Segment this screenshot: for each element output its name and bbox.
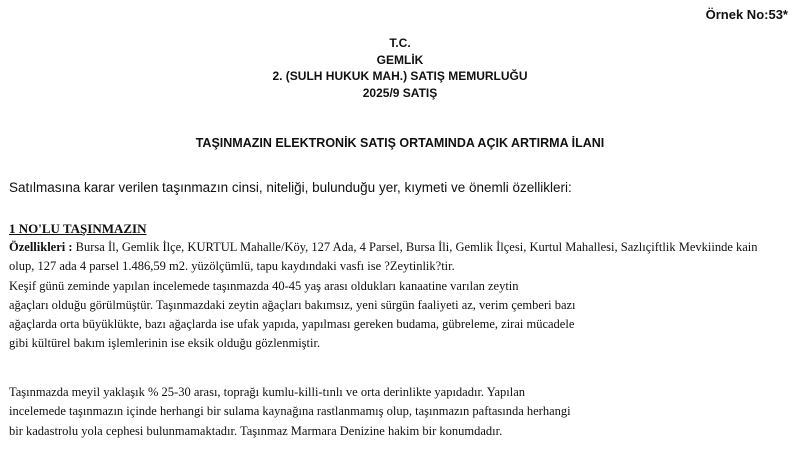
header-line-file-no: 2025/9 SATIŞ [362,85,438,100]
description-line: ağaçları olduğu görülmüştür. Taşınmazdaki zeytin ağaçları bakımsız, yeni sürgün faaliyeti az, verim çemberi bazı [9,297,576,312]
description-line: ağaçlarda orta büyüklükte, bazı ağaçlarda ise ufak yapıda, yapılması gereken budama, gübreleme, zirai mücadele [9,317,575,332]
intro-text: Satılmasına karar verilen taşınmazın cinsi, niteliği, bulunduğu yer, kıymeti ve önemli özellikleri: [9,180,572,195]
features-line [9,238,758,257]
property-description [9,238,758,354]
terrain-description [9,383,571,441]
property-heading: 1 NO'LU TAŞINMAZIN [9,221,147,236]
announcement-title: TAŞINMAZIN ELEKTRONİK SATIŞ ORTAMINDA AÇIK ARTIRMA İLANI [195,136,605,150]
header-line-tc: T.C. [389,36,411,50]
header-line-city: GEMLİK [376,52,424,67]
description-line: olup, 127 ada 4 parsel 1.486,59 m2. yüzölçümlü, tapu kaydındaki vasfı ise ?Zeytinlik?tir. [9,259,455,274]
terrain-line: bir kadastrolu yola cephesi bulunmamaktadır. Taşınmaz Marmara Denizine hakim bir konumdadır. [9,423,503,438]
document-header [0,35,800,101]
description-line: gibi kültürel bakım işlemlerinin ise eksik olduğu gözlenmiştir. [9,336,321,351]
features-line-text: Bursa İl, Gemlik İlçe, KURTUL Mahalle/Köy, 127 Ada, 4 Parsel, Bursa İli, Gemlik İlçesi, Kurtul Mahallesi, Sazlıçiftlik Mevkiinde kain [72,240,758,254]
header-line-office: 2. (SULH HUKUK MAH.) SATIŞ MEMURLUĞU [272,69,528,83]
description-line: Keşif günü zeminde yapılan incelemede taşınmazda 40-45 yaş arası oldukları kanaatine varılan zeytin [9,278,519,293]
sample-number: Örnek No:53* [705,7,788,22]
terrain-line: incelemede taşınmazın içinde herhangi bir sulama kaynağına rastlanmamış olup, taşınmazın paftasında herhangi [9,404,571,419]
features-label: Özellikleri : [9,240,73,254]
terrain-line: Taşınmazda meyil yaklaşık % 25-30 arası, toprağı kumlu-killi-tınlı ve orta derinlikte yapıdadır. Yapılan [9,385,526,399]
